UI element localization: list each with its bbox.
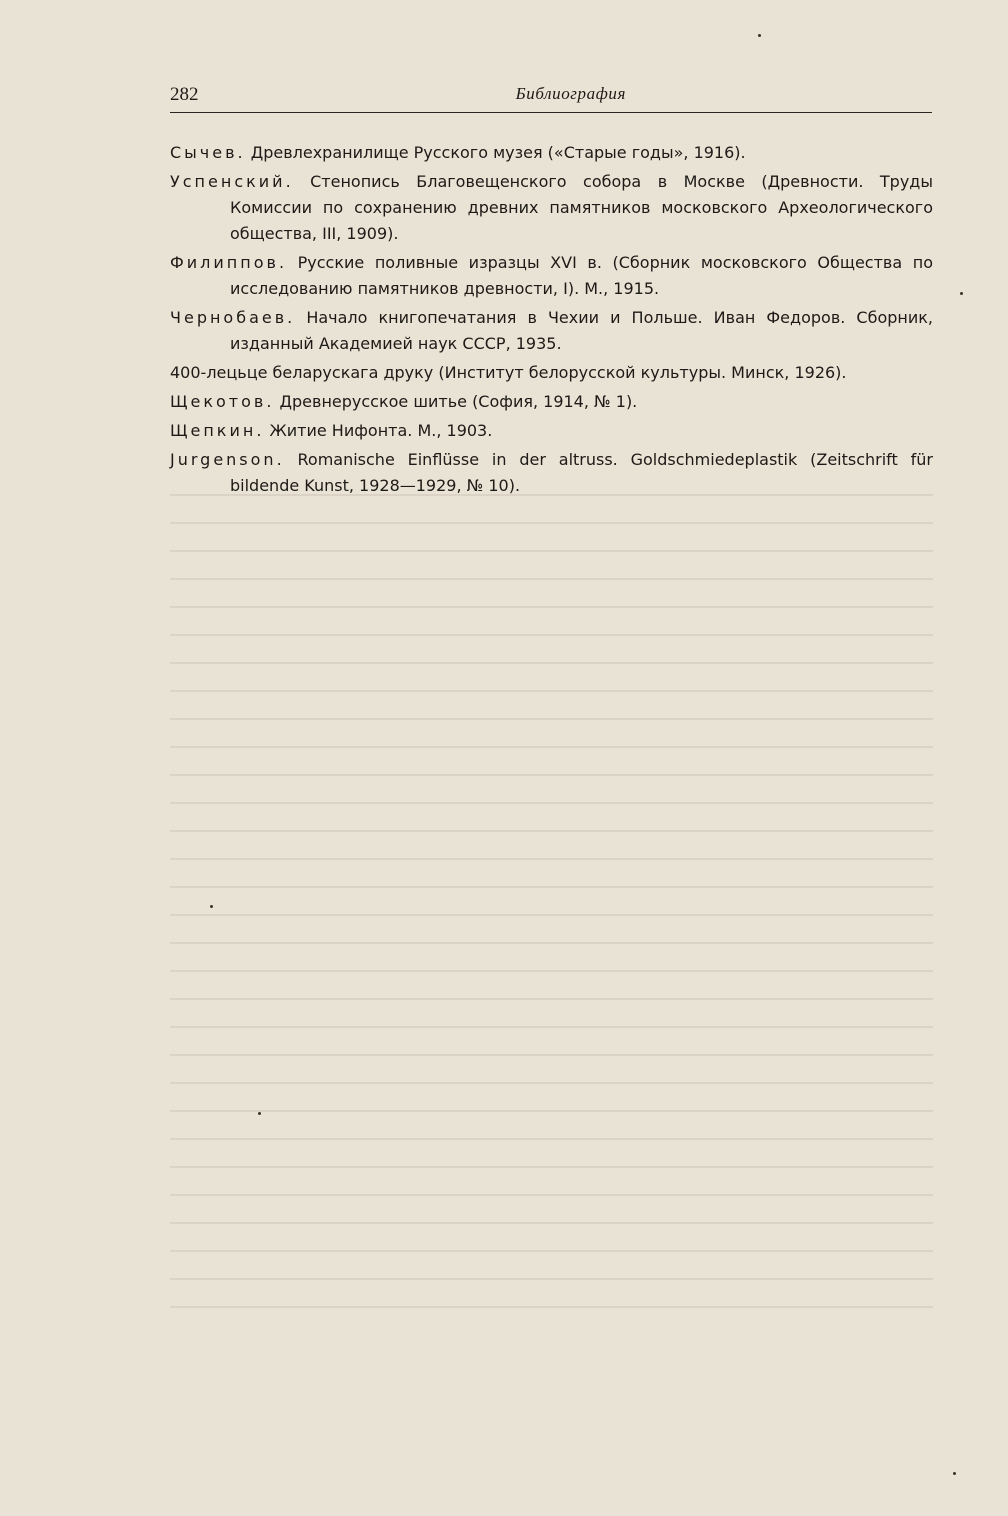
- bibliography-entry: [170, 305, 933, 357]
- bibliography-entry: [170, 250, 933, 302]
- paper-speck: [210, 905, 213, 908]
- bibliography-entry: [170, 360, 933, 386]
- entry-author: Филиппов.: [170, 253, 288, 272]
- paper-speck: [258, 1112, 261, 1115]
- entry-author: Щекотов.: [170, 392, 275, 411]
- paper-speck: [960, 292, 963, 295]
- bibliography-entry: [170, 418, 933, 444]
- entry-text: Начало книгопечатания в Чехии и Польше. Иван Федоров. Сборник, изданный Академией наук СССР, 1935.: [230, 308, 933, 353]
- paper-speck: [953, 1472, 956, 1475]
- show-through-text: [170, 480, 933, 1320]
- entry-author: Щепкин.: [170, 421, 265, 440]
- entry-text: Древнерусское шитье (София, 1914, № 1).: [274, 392, 638, 411]
- bibliography-list: [170, 140, 933, 502]
- entry-text: Стенопись Благовещенского собора в Москве (Древности. Труды Комиссии по сохранению древних памятников московского Археологического общества, III, 1909).: [230, 172, 933, 243]
- paper-speck: [758, 34, 761, 37]
- page-header: [170, 84, 932, 113]
- bibliography-entry: [170, 140, 933, 166]
- entry-text: Русские поливные изразцы XVI в. (Сборник московского Общества по исследованию памятников древности, I). М., 1915.: [230, 253, 933, 298]
- bibliography-entry: [170, 169, 933, 247]
- entry-text: Житие Нифонта. М., 1903.: [264, 421, 493, 440]
- entry-text: Romanische Einflüsse in der altruss. Goldschmiedeplastik (Zeitschrift für bildende Kunst, 1928—1929, № 10).: [230, 450, 933, 495]
- entry-text: 400-лецьце беларускага друку (Институт белорусской культуры. Минск, 1926).: [170, 363, 847, 382]
- running-title: Библиография: [515, 84, 626, 103]
- entry-author: Успенский.: [170, 172, 294, 191]
- entry-author: Сычев.: [170, 143, 246, 162]
- entry-author: Jurgenson.: [170, 450, 285, 469]
- entry-author: Чернобаев.: [170, 308, 296, 327]
- page-number: 282: [170, 84, 199, 105]
- bibliography-entry: [170, 389, 933, 415]
- entry-text: Древлехранилище Русского музея («Старые годы», 1916).: [245, 143, 746, 162]
